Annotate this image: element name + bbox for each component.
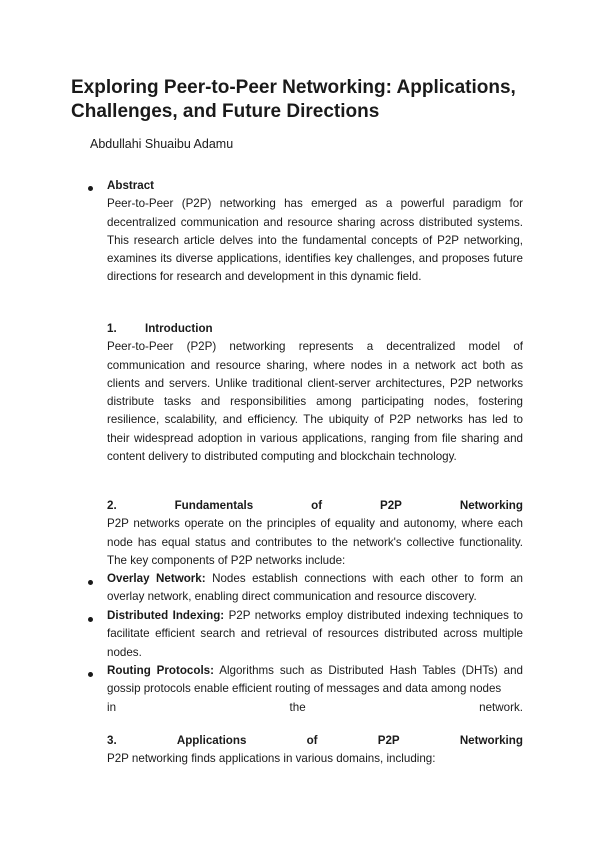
fundamentals-heading-word: Fundamentals [174, 499, 254, 512]
fundamentals-section [107, 497, 523, 570]
bullet-abstract [88, 182, 96, 194]
list-item-text: Nodes establish connections with each other to form an overlay network, enabling direct communication and resource discovery. [107, 572, 523, 604]
applications-section [107, 732, 523, 769]
abstract-heading: Abstract [107, 179, 155, 192]
abstract-section [107, 177, 523, 287]
fundamentals-number: 2. [107, 499, 117, 512]
list-item-text: Algorithms such as Distributed Hash Tables (DHTs) and gossip protocols enable efficient routing of messages and data among nodes [107, 664, 523, 696]
fundamentals-heading-word: P2P [379, 499, 402, 512]
tail-word: in [107, 700, 117, 714]
fundamentals-text: P2P networks operate on the principles of equality and autonomy, where each node has equal status and contributes to the network's collective functionality. The key components of P2P networks include: [107, 517, 523, 567]
list-item-label: Routing Protocols: [107, 664, 214, 677]
introduction-title: Introduction [145, 322, 213, 335]
fundamentals-heading [107, 497, 523, 515]
introduction-number: 1. [107, 322, 117, 335]
bullet-routing [88, 668, 96, 680]
author-name: Abdullahi Shuaibu Adamu [90, 137, 234, 151]
list-item-tail [107, 699, 523, 717]
list-item-label: Overlay Network: [107, 572, 206, 585]
applications-heading-word: Networking [459, 734, 523, 747]
applications-number: 3. [107, 734, 117, 747]
applications-heading-word: P2P [377, 734, 400, 747]
introduction-section [107, 320, 523, 466]
fundamentals-heading-word: of [311, 499, 323, 512]
list-item-text: P2P networks employ distributed indexing techniques to facilitate efficient search and retrieval of resources distributed across multiple nodes. [107, 609, 523, 659]
tail-word: network. [479, 700, 523, 714]
fundamentals-heading-word: Networking [459, 499, 523, 512]
introduction-heading [107, 320, 523, 338]
introduction-text: Peer-to-Peer (P2P) networking represents a decentralized model of communication and resource sharing, where nodes in a network act both as clients and servers. Unlike traditional client-server architectures, P2P networks distribute tasks and responsibilities among participating nodes, fostering resilience, scalability, and efficiency. The ubiquity of P2P networks has led to their widespread adoption in various applications, ranging from file sharing and content delivery to distributed computing and blockchain technology. [107, 340, 523, 464]
bullet-overlay [88, 576, 96, 588]
tail-word: the [289, 700, 306, 714]
list-item [107, 570, 523, 607]
list-item [107, 607, 523, 662]
applications-heading [107, 732, 523, 750]
abstract-text: Peer-to-Peer (P2P) networking has emerged as a powerful paradigm for decentralized communication and resource sharing across distributed systems. This research article delves into the fundamental concepts of P2P networking, examines its diverse applications, identifies key challenges, and proposes future directions for research and development in this dynamic field. [107, 197, 523, 284]
applications-text: P2P networking finds applications in various domains, including: [107, 752, 436, 766]
paper-title: Exploring Peer-to-Peer Networking: Applications, Challenges, and Future Directions [71, 77, 516, 122]
bullet-indexing [88, 613, 96, 625]
list-item-label: Distributed Indexing: [107, 609, 225, 622]
applications-heading-word: of [306, 734, 318, 747]
list-item [107, 662, 523, 717]
applications-heading-word: Applications [176, 734, 247, 747]
